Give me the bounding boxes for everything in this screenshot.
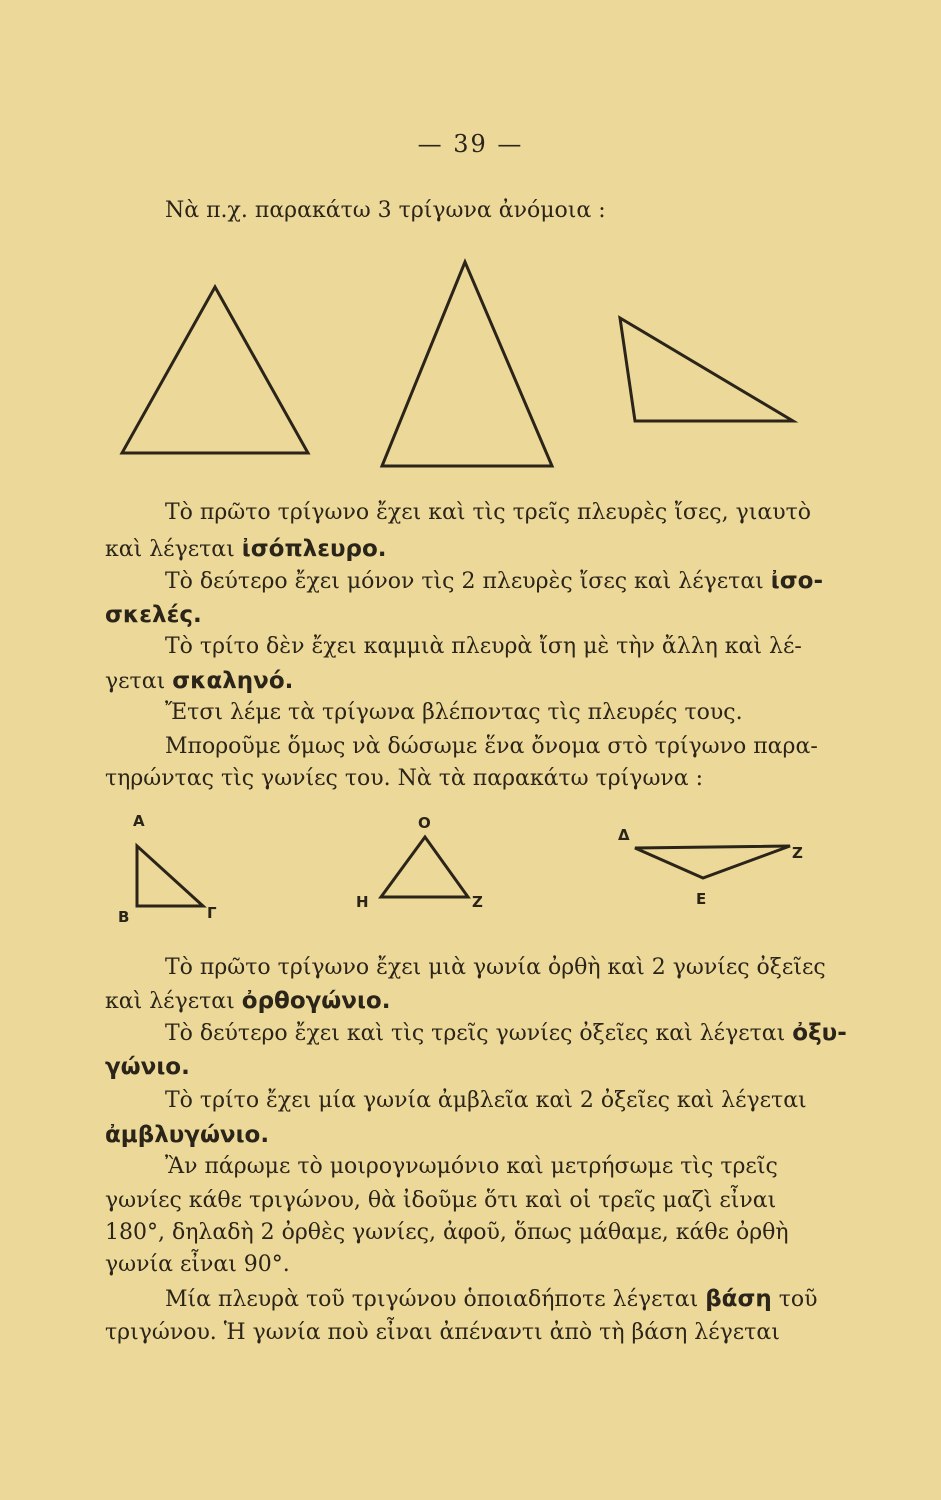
term-orthogonio: ὀρθογώνιο. [241, 988, 391, 1014]
text-line: Τὸ πρῶτο τρίγωνο ἔχει καὶ τὶς τρεῖς πλευρὲς ἴσες, γιαυτὸ [165, 500, 812, 525]
equilateral-triangle [122, 287, 308, 453]
label-O: Ο [418, 814, 431, 832]
text-line: Τὸ δεύτερο ἔχει μόνον τὶς 2 πλευρὲς ἴσες καὶ λέγεται ἰσο- [165, 568, 824, 594]
text-line: Ἂν πάρωμε τὸ μοιρογνωμόνιο καὶ μετρήσωμε τὶς τρεῖς [165, 1154, 778, 1179]
text-line: Μία πλευρὰ τοῦ τριγώνου ὁποιαδήποτε λέγεται βάση τοῦ [165, 1286, 818, 1312]
label-D: Δ [618, 826, 630, 844]
text-line: Τὸ δεύτερο ἔχει καὶ τὶς τρεῖς γωνίες ὀξεῖες καὶ λέγεται ὀξυ- [165, 1020, 847, 1046]
text-line: 180°, δηλαδὴ 2 ὀρθὲς γωνίες, ἀφοῦ, ὅπως μάθαμε, κάθε ὀρθὴ [105, 1220, 789, 1245]
text-line: τριγώνου. Ἡ γωνία ποὺ εἶναι ἀπέναντι ἀπὸ τὴ βάση λέγεται [105, 1320, 780, 1345]
acute-triangle [381, 837, 468, 897]
term-skaleno: σκαληνό. [172, 668, 294, 694]
term-isoskeles-cont: σκελές. [105, 602, 202, 628]
text-line: τηρώντας τὶς γωνίες του. Νὰ τὰ παρακάτω τρίγωνα : [105, 766, 704, 791]
label-G: Γ [207, 904, 217, 922]
text-line: Τὸ τρίτο ἔχει μία γωνία ἀμβλεῖα καὶ 2 ὀξεῖες καὶ λέγεται [165, 1088, 807, 1113]
label-Z: Ζ [472, 893, 483, 911]
text-line: Τὸ τρίτο δὲν ἔχει καμμιὰ πλευρὰ ἴση μὲ τὴν ἄλλη καὶ λέ- [165, 634, 802, 659]
text-line: καὶ λέγεται ἰσόπλευρο. [105, 536, 387, 562]
text-line: γωνία εἶναι 90°. [105, 1252, 290, 1277]
text-line: Τὸ πρῶτο τρίγωνο ἔχει μιὰ γωνία ὀρθὴ καὶ 2 γωνίες ὀξεῖες [165, 955, 826, 980]
term-isoskeles: ἰσο- [770, 568, 824, 594]
isosceles-triangle [382, 262, 552, 466]
intro-line: Νὰ π.χ. παρακάτω 3 τρίγωνα ἀνόμοια : [165, 198, 606, 223]
page-number: — 39 — [417, 130, 524, 158]
term-oxygonio-cont: γώνιο. [105, 1054, 190, 1080]
label-H: Η [356, 893, 369, 911]
label-B: Β [118, 908, 130, 926]
text-line: γεται σκαληνό. [105, 668, 294, 694]
term-amblygonio: ἀμβλυγώνιο. [105, 1122, 270, 1148]
text-line: γωνίες κάθε τριγώνου, θὰ ἰδοῦμε ὅτι καὶ οἱ τρεῖς μαζὶ εἶναι [105, 1188, 777, 1213]
obtuse-triangle [635, 846, 790, 878]
triangles-figure-angles [137, 837, 790, 906]
label-A: Α [133, 812, 145, 830]
label-Z2: Ζ [792, 844, 803, 862]
text-line: Ἔτσι λέμε τὰ τρίγωνα βλέποντας τὶς πλευρές τους. [165, 700, 743, 725]
text-line [105, 1052, 825, 1083]
term-isopleuro: ἰσόπλευρο. [241, 536, 387, 562]
text-line [105, 600, 825, 631]
term-oxygonio: ὀξυ- [792, 1020, 847, 1046]
term-vasi: βάση [705, 1286, 772, 1312]
text-line: καὶ λέγεται ὀρθογώνιο. [105, 988, 391, 1014]
label-E: Ε [696, 890, 707, 908]
right-triangle [137, 846, 203, 906]
text-line: Μποροῦμε ὅμως νὰ δώσωμε ἕνα ὄνομα στὸ τρίγωνο παρα- [165, 734, 818, 759]
scalene-triangle [620, 318, 793, 421]
text-line [105, 1120, 825, 1151]
